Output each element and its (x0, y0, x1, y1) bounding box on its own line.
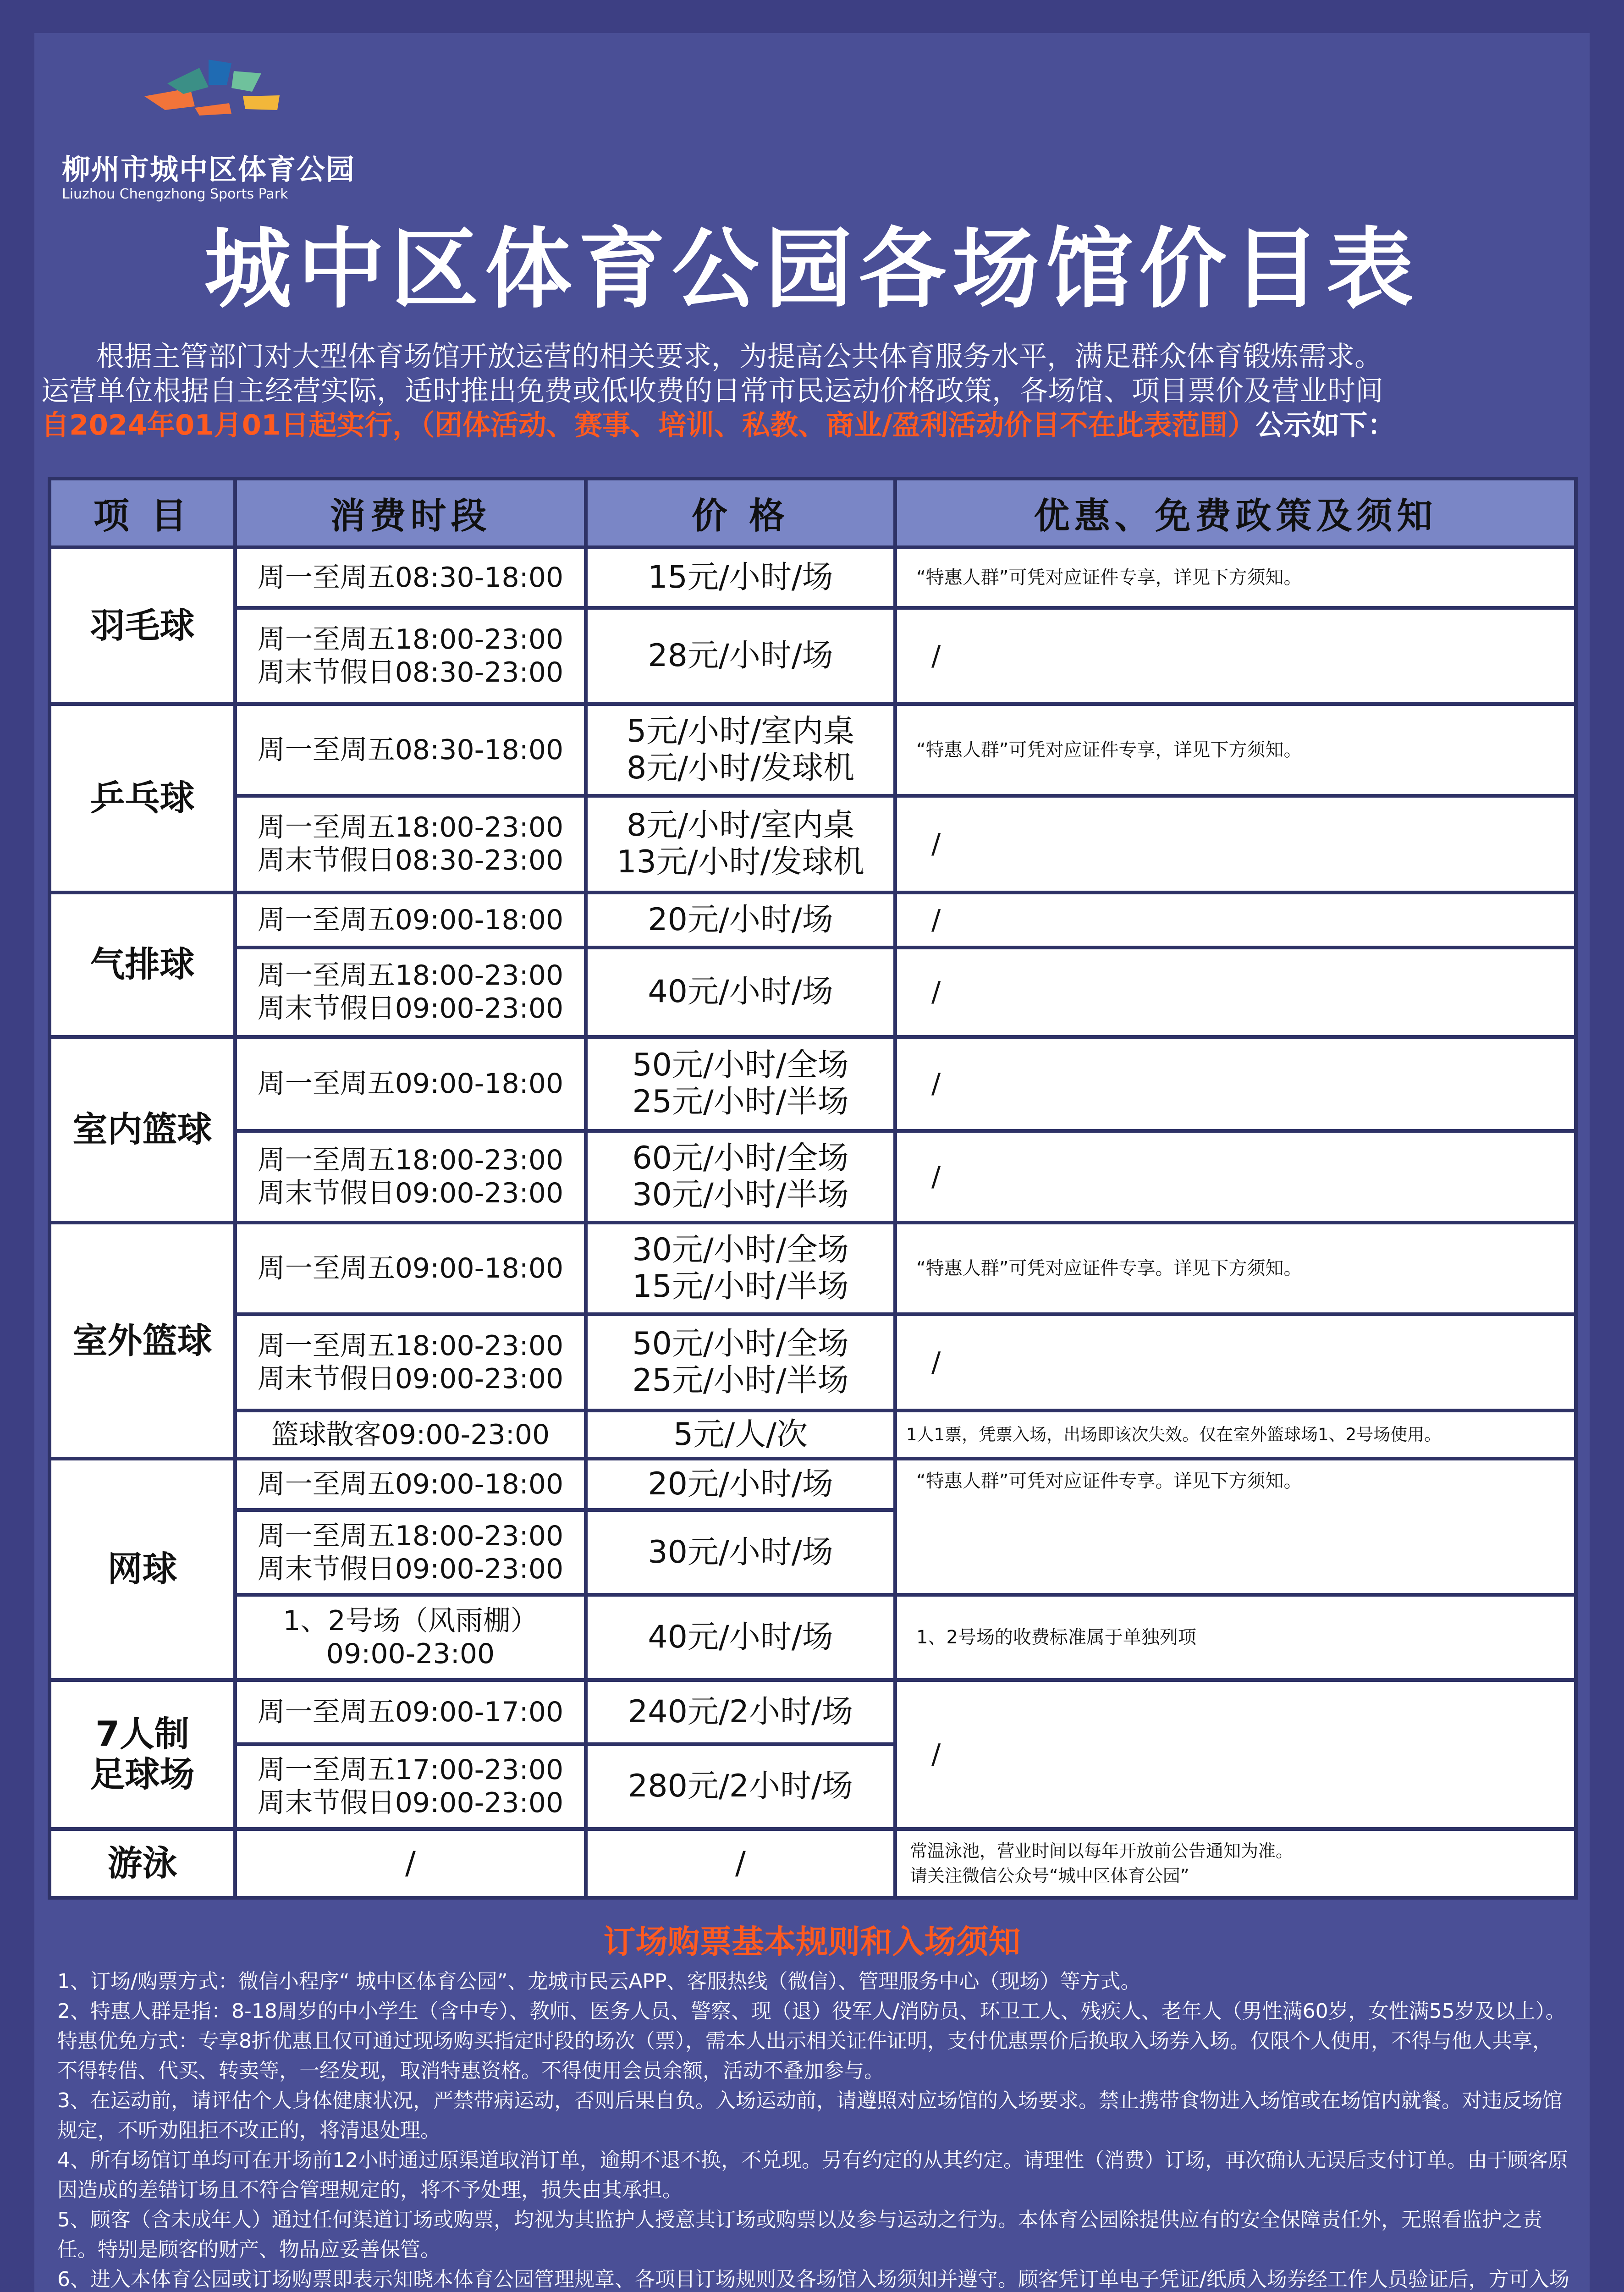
item-airvolley: 气排球 (50, 893, 235, 1037)
price-line: 8元/小时/室内桌 (626, 807, 855, 844)
rule-item: 3、在运动前，请评估个人身体健康状况，严禁带病运动，否则后果自负。入场运动前，请遵照对应场馆的入场要求。禁止携带食物进入场馆或在场馆内就餐。对违反场馆规定，不听劝阻拒不改正的，将清退处理。 (57, 2089, 1563, 2142)
swim-note-line: 常温泳池，营业时间以每年开放前公告通知为准。 (910, 1840, 1294, 1861)
price-line: 13元/小时/发球机 (617, 844, 864, 881)
time-cell: 周一至周五09:00-18:00 (235, 1037, 586, 1131)
time-weekend: 周末节假日09:00-23:00 (257, 1177, 564, 1209)
time-cell (235, 1314, 586, 1410)
time-weekend: 周末节假日09:00-23:00 (257, 1553, 564, 1585)
rules-title: 订场购票基本规则和入场须知 (603, 1923, 1021, 1961)
time-weekend: 周末节假日09:00-23:00 (257, 1363, 564, 1395)
time-cell (235, 796, 586, 892)
rule-item: 4、所有场馆订单均可在开场前12小时通过原渠道取消订单，逾期不退不换，不兑现。另有约定的从其约定。请理性（消费）订场，再次确认无误后支付订单。由于顾客原因造成的差错订场且不符合管理规定的，将不予处理，损失由其承担。 (57, 2149, 1568, 2202)
note-cell: “特惠人群”可凭对应证件专享，详见下方须知。 (895, 547, 1576, 608)
park-name-cn: 柳州市城中区体育公园 (62, 153, 356, 186)
note-cell: / (895, 893, 1576, 948)
note-cell: / (895, 796, 1576, 892)
time-weekday: 周一至周五17:00-23:00 (257, 1754, 564, 1786)
table-row (50, 1595, 1576, 1680)
note-cell: / (895, 1314, 1576, 1410)
table-row (50, 547, 1576, 608)
time-weekday: 周一至周五18:00-23:00 (257, 959, 564, 992)
header-time: 消费时段 (235, 479, 586, 547)
note-cell: / (895, 1680, 1576, 1829)
price-line: 25元/小时/半场 (632, 1084, 849, 1120)
table-row (50, 893, 1576, 948)
time-cell: 周一至周五09:00-18:00 (235, 1223, 586, 1314)
table-row (50, 1314, 1576, 1410)
park-logo (62, 60, 383, 215)
price-cell: 20元/小时/场 (586, 1459, 895, 1510)
intro-line-2: 运营单位根据自主经营实际，适时推出免费或低收费的日常市民运动价格政策，各场馆、项目票价及营业时间 (41, 375, 1384, 407)
time-weekend: 周末节假日09:00-23:00 (257, 992, 564, 1025)
note-cell: / (895, 1037, 1576, 1131)
table-row (50, 1410, 1576, 1459)
time-cell: 周一至周五09:00-18:00 (235, 1459, 586, 1510)
price-cell (586, 704, 895, 796)
item-swimming: 游泳 (50, 1829, 235, 1898)
item-football-line: 7人制 (95, 1713, 189, 1755)
time-cell: 周一至周五09:00-18:00 (235, 893, 586, 948)
time-weekday: 周一至周五18:00-23:00 (257, 1520, 564, 1552)
time-cell: 周一至周五08:30-18:00 (235, 547, 586, 608)
price-line: 25元/小时/半场 (632, 1362, 849, 1399)
price-cell: 280元/2小时/场 (586, 1744, 895, 1829)
price-cell (586, 1131, 895, 1223)
time-weekday: 周一至周五18:00-23:00 (257, 623, 564, 656)
note-cell: / (895, 1131, 1576, 1223)
price-line: 60元/小时/全场 (632, 1140, 849, 1176)
table-row (50, 1459, 1576, 1510)
price-cell: 240元/2小时/场 (586, 1680, 895, 1744)
price-cell: / (586, 1829, 895, 1898)
time-cell (235, 1510, 586, 1595)
intro-line-3 (41, 408, 1581, 442)
rules-list (57, 1967, 1570, 2292)
price-cell: 5元/人/次 (586, 1410, 895, 1459)
rule-item: 1、订场/购票方式：微信小程序“ 城中区体育公园”、龙城市民云APP、客服热线（微信）、管理服务中心（现场）等方式。 (57, 1970, 1141, 1993)
price-line: 15元/小时/半场 (632, 1268, 849, 1305)
price-cell: 40元/小时/场 (586, 1595, 895, 1680)
table-row (50, 608, 1576, 704)
park-logo-mark-icon (140, 60, 291, 128)
item-football (50, 1680, 235, 1829)
note-cell: “特惠人群”可凭对应证件专享，详见下方须知。 (895, 704, 1576, 796)
table-row (50, 1131, 1576, 1223)
table-row (50, 1037, 1576, 1131)
time-cell (235, 1744, 586, 1829)
table-row (50, 1829, 1576, 1898)
price-cell (586, 1314, 895, 1410)
price-line: 5元/小时/室内桌 (626, 713, 855, 750)
price-line: 8元/小时/发球机 (626, 750, 855, 787)
price-cell (586, 796, 895, 892)
price-cell (586, 1223, 895, 1314)
park-name-en: Liuzhou Chengzhong Sports Park (62, 186, 288, 202)
item-tennis: 网球 (50, 1459, 235, 1680)
time-cell (235, 1131, 586, 1223)
intro-effective-date: 自2024年01月01日起实行，（团体活动、赛事、培训、私教、商业/盈利活动价目不在此表范围） (41, 409, 1256, 441)
rule-item: 2、特惠人群是指：8-18周岁的中小学生（含中专）、教师、医务人员、警察、现（退）役军人/消防员、环卫工人、残疾人、老年人（男性满60岁，女性满55岁及以上）。特惠优免方式：专享8折优惠且仅可通过现场购买指定时段的场次（票），需本人出示相关证件证明，支付优惠票价后换取入场券入场。仅限个人使用，不得与他人共享，不得转借、代买、转卖等，一经发现，取消特惠资格。不得使用会员余额，活动不叠加参与。 (57, 2000, 1566, 2083)
table-header-row (50, 479, 1576, 547)
page-title: 城中区体育公园各场馆价目表 (204, 219, 1420, 320)
item-pingpong: 乒乓球 (50, 704, 235, 892)
time-cell: 周一至周五08:30-18:00 (235, 704, 586, 796)
rule-item: 6、进入本体育公园或订场购票即表示知晓本体育公园管理规章、各项目订场规则及各场馆入场须知并遵守。顾客凭订单电子凭证/纸质入场券经工作人员验证后，方可入场 (57, 2268, 1569, 2291)
header-item: 项 目 (50, 479, 235, 547)
price-line: 50元/小时/全场 (632, 1326, 849, 1362)
price-line: 30元/小时/全场 (632, 1232, 849, 1268)
note-cell: “特惠人群”可凭对应证件专享。详见下方须知。 (895, 1459, 1576, 1595)
time-cell: 周一至周五09:00-17:00 (235, 1680, 586, 1744)
item-badminton: 羽毛球 (50, 547, 235, 704)
price-cell: 15元/小时/场 (586, 547, 895, 608)
rule-item: 5、顾客（含未成年人）通过任何渠道订场或购票，均视为其监护人授意其订场或购票以及参与运动之行为。本体育公园除提供应有的安全保障责任外，无照看监护之责任。特别是顾客的财产、物品应妥善保管。 (57, 2208, 1542, 2261)
time-cell: / (235, 1829, 586, 1898)
time-weekday: 周一至周五18:00-23:00 (257, 1330, 564, 1362)
note-cell: / (895, 608, 1576, 704)
time-cell (235, 1595, 586, 1680)
time-weekend: 周末节假日08:30-23:00 (257, 656, 564, 689)
intro-tail: 公示如下： (1255, 409, 1396, 441)
table-row (50, 796, 1576, 892)
time-court: 1、2号场（风雨棚） (283, 1605, 538, 1637)
intro-line-1: 根据主管部门对大型体育场馆开放运营的相关要求，为提高公共体育服务水平，满足群众体育锻炼需求。 (96, 340, 1383, 373)
price-cell: 30元/小时/场 (586, 1510, 895, 1595)
note-cell: / (895, 948, 1576, 1037)
price-cell: 40元/小时/场 (586, 948, 895, 1037)
time-cell (235, 608, 586, 704)
header-price: 价 格 (586, 479, 895, 547)
swim-note-line: 请关注微信公众号“城中区体育公园” (910, 1865, 1189, 1886)
price-cell: 20元/小时/场 (586, 893, 895, 948)
price-cell (586, 1037, 895, 1131)
table-row (50, 704, 1576, 796)
note-cell: 1、2号场的收费标准属于单独列项 (895, 1595, 1576, 1680)
price-line: 30元/小时/半场 (632, 1176, 849, 1213)
time-weekend: 周末节假日08:30-23:00 (257, 844, 564, 877)
note-cell: “特惠人群”可凭对应证件专享。详见下方须知。 (895, 1223, 1576, 1314)
item-outdoor-basketball: 室外篮球 (50, 1223, 235, 1459)
table-row (50, 1680, 1576, 1744)
price-line: 50元/小时/全场 (632, 1047, 849, 1084)
time-cell: 篮球散客09:00-23:00 (235, 1410, 586, 1459)
time-cell (235, 948, 586, 1037)
time-hours: 09:00-23:00 (326, 1638, 495, 1670)
item-football-line: 足球场 (90, 1754, 195, 1795)
price-table (48, 477, 1578, 1900)
table-row (50, 948, 1576, 1037)
time-weekend: 周末节假日09:00-23:00 (257, 1787, 564, 1819)
note-cell: 1人1票，凭票入场，出场即该次失效。仅在室外篮球场1、2号场使用。 (895, 1410, 1576, 1459)
time-weekday: 周一至周五18:00-23:00 (257, 1144, 564, 1176)
item-indoor-basketball: 室内篮球 (50, 1037, 235, 1223)
table-row (50, 1223, 1576, 1314)
time-weekday: 周一至周五18:00-23:00 (257, 811, 564, 844)
header-policy: 优惠、免费政策及须知 (895, 479, 1576, 547)
note-cell (895, 1829, 1576, 1898)
price-cell: 28元/小时/场 (586, 608, 895, 704)
